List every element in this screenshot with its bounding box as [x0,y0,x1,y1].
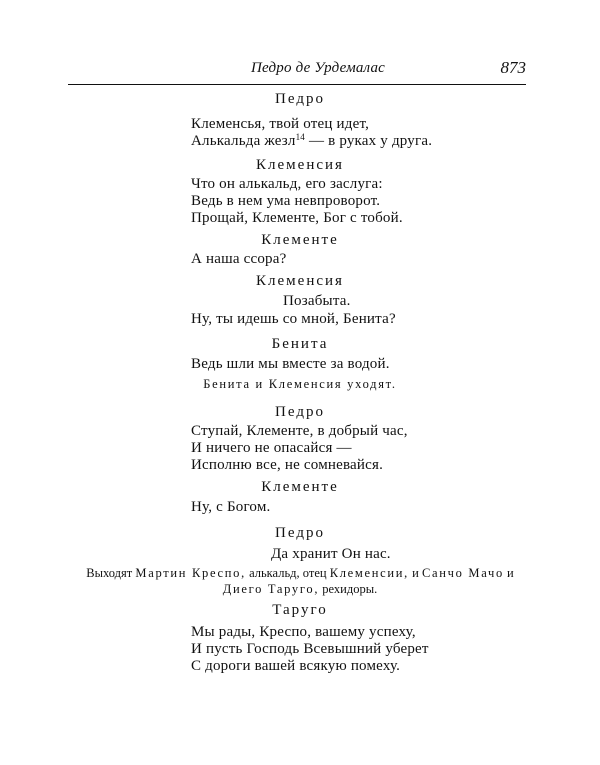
speaker-benita: Бенита [271,336,329,352]
stage-direction-text: алькальд, отец [249,566,327,580]
verse-line: Ведь шли мы вместе за водой. [191,356,390,372]
stage-direction-text: и [507,566,514,580]
speaker-pedro: Педро [275,525,325,541]
verse-line: А наша ссора? [191,251,287,267]
verse-line: И ничего не опасайся — [191,440,352,456]
verse-line: Ведь в нем ума невпроворот. [191,193,381,209]
speaker-klemente: Клементе [261,479,339,495]
stage-direction [0,377,600,392]
page-number: 873 [500,58,526,77]
verse-line: Ступай, Клементе, в добрый час, [191,423,408,439]
running-header [68,56,526,85]
speaker-klemensia: Клеменсия [256,273,344,289]
verse-line: Мы рады, Креспо, вашему успеху, [191,624,416,640]
verse-line: Клеменсья, твой отец идет, [191,116,370,132]
speaker-klemensia: Клеменсия [256,157,344,173]
verse-line: Ну, ты идешь со мной, Бенита? [191,311,396,327]
verse-line: Позабыта. [283,293,351,309]
verse-text: Алькальда жезл [191,133,296,149]
verse-text: — в руках у друга. [305,133,433,149]
character-name: Диего Таруго, [222,582,320,596]
verse-line: И пусть Господь Всевышний уберет [191,641,429,657]
stage-direction-text: Бенита и Клеменсия уходят. [203,377,397,391]
stage-direction [0,566,600,581]
verse-line [191,133,432,150]
speaker-pedro: Педро [275,404,325,420]
verse-line: Что он алькальд, его заслуга: [191,176,383,192]
stage-direction-text: Выходят [86,566,133,580]
character-name: Санчо Мачо [421,566,504,580]
stage-direction-text: рехидоры. [322,582,378,596]
footnote-reference: 14 [295,132,305,142]
character-name: Мартин Креспо, [135,566,246,580]
stage-direction [0,582,600,597]
running-title: Педро де Урдемалас [251,60,386,76]
stage-direction-text: и [412,566,419,580]
character-name: Клеменсии, [329,566,410,580]
speaker-klemente: Клементе [261,232,339,248]
speaker-pedro: Педро [275,91,325,107]
verse-line: Прощай, Клементе, Бог с тобой. [191,210,403,226]
verse-line: Ну, с Богом. [191,499,271,515]
verse-line: Да хранит Он нас. [271,546,391,562]
verse-line: Исполню все, не сомневайся. [191,457,384,473]
verse-line: С дороги вашей всякую помеху. [191,658,401,674]
speaker-tarugo: Таруго [272,602,328,618]
